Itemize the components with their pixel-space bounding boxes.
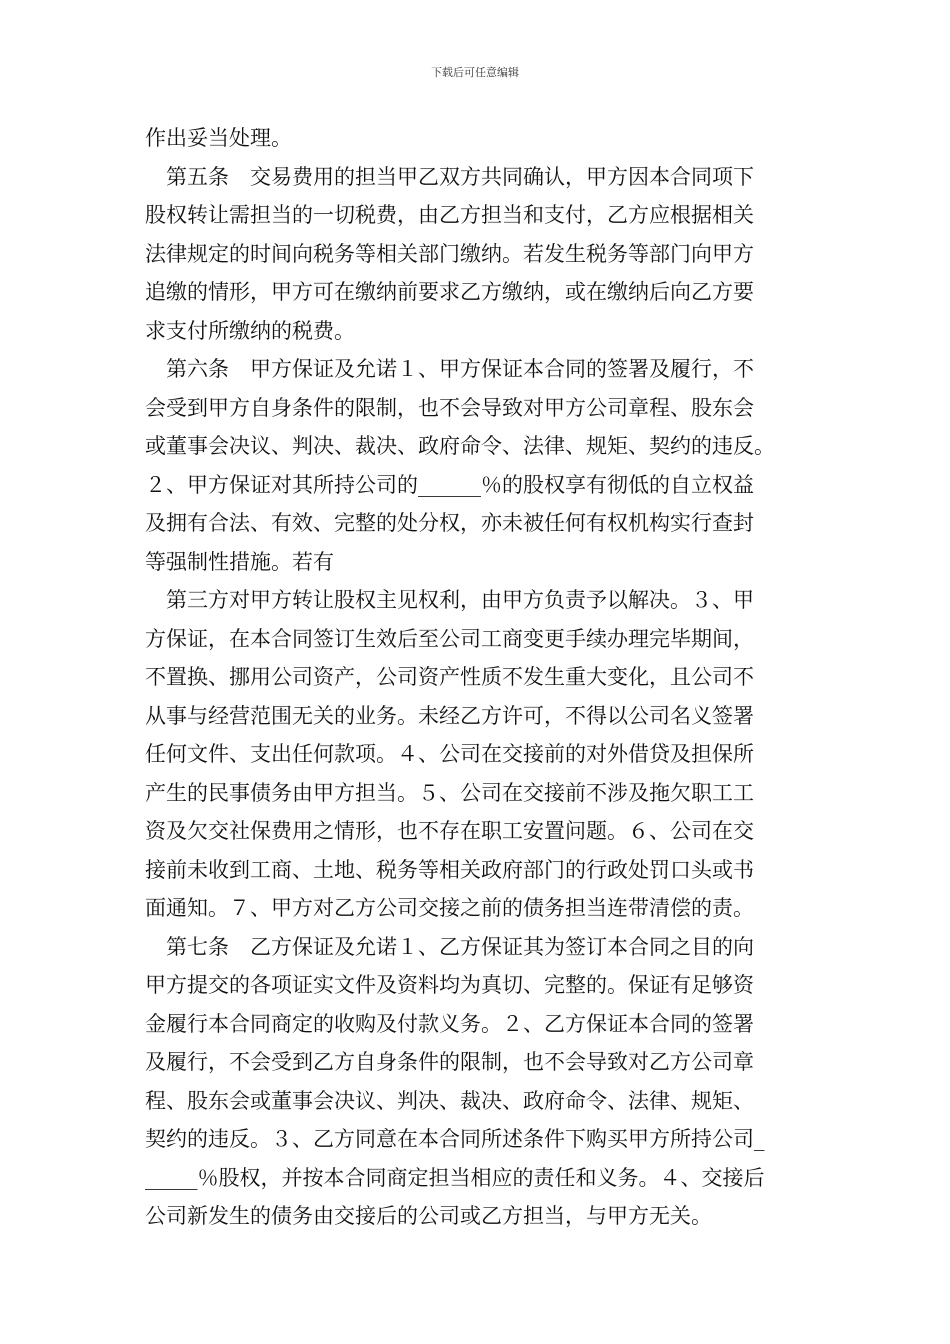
text-line: 从事与经营范围无关的业务。未经乙方许可，不得以公司名义签署 bbox=[145, 703, 754, 728]
text-line: 等强制性措施。若有 bbox=[145, 549, 334, 574]
text-line: 第三方对甲方转让股权主见权利，由甲方负责予以解决。３、甲 bbox=[166, 588, 754, 612]
text-line: 求支付所缴纳的税费。 bbox=[145, 318, 355, 343]
text-line: 股权转让需担当的一切税费，由乙方担当和支付，乙方应根据相关 bbox=[145, 203, 754, 227]
text-line: 第五条 交易费用的担当甲乙双方共同确认，甲方因本合同项下 bbox=[166, 164, 754, 189]
text-line: 法律规定的时间向税务等相关部门缴纳。若发生税务等部门向甲方 bbox=[145, 241, 754, 266]
text-line: 及拥有合法、有效、完整的处分权，亦未被任何有权机构实行查封 bbox=[145, 511, 754, 535]
text-line: 任何文件、支出任何款项。４、公司在交接前的对外借贷及担保所 bbox=[145, 742, 754, 766]
text-line: 方保证，在本合同签订生效后至公司工商变更手续办理完毕期间， bbox=[145, 626, 754, 651]
text-line: 及履行，不会受到乙方自身条件的限制，也不会导致对乙方公司章 bbox=[145, 1050, 754, 1074]
text-line: ２、甲方保证对其所持公司的______％的股权享有彻低的自立权益 bbox=[145, 472, 754, 497]
text-line: 第七条 乙方保证及允诺１、乙方保证其为签订本合同之目的向 bbox=[166, 934, 754, 959]
text-line: 作出妥当处理。 bbox=[145, 126, 292, 150]
text-line: 产生的民事债务由甲方担当。５、公司在交接前不涉及拖欠职工工 bbox=[145, 780, 754, 805]
text-line: 不置换、挪用公司资产，公司资产性质不发生重大变化，且公司不 bbox=[145, 665, 754, 689]
text-line: 接前未收到工商、土地、税务等相关政府部门的行政处罚口头或书 bbox=[145, 857, 754, 882]
page-header: 下载后可任意编辑 bbox=[431, 66, 519, 79]
document-body bbox=[145, 119, 845, 1236]
text-line: 程、股东会或董事会决议、判决、裁决、政府命令、法律、规矩、 bbox=[145, 1088, 754, 1113]
text-line: 会受到甲方自身条件的限制，也不会导致对甲方公司章程、股东会 bbox=[145, 395, 754, 420]
text-line: 资及欠交社保费用之情形，也不存在职工安置问题。６、公司在交 bbox=[145, 819, 754, 843]
text-line: _____％股权，并按本合同商定担当相应的责任和义务。４、交接后 bbox=[145, 1165, 765, 1190]
text-line: 追缴的情形，甲方可在缴纳前要求乙方缴纳，或在缴纳后向乙方要 bbox=[145, 280, 754, 304]
text-line: 金履行本合同商定的收购及付款义务。２、乙方保证本合同的签署 bbox=[145, 1011, 754, 1036]
text-line: 公司新发生的债务由交接后的公司或乙方担当，与甲方无关。 bbox=[145, 1204, 712, 1228]
text-line: 面通知。７、甲方对乙方公司交接之前的债务担当连带清偿的责。 bbox=[145, 896, 754, 920]
text-line: 契约的违反。３、乙方同意在本合同所述条件下购买甲方所持公司_ bbox=[145, 1127, 765, 1151]
text-line: 或董事会决议、判决、裁决、政府命令、法律、规矩、契约的违反。 bbox=[145, 434, 775, 458]
text-line: 第六条 甲方保证及允诺１、甲方保证本合同的签署及履行，不 bbox=[166, 357, 754, 381]
text-line: 甲方提交的各项证实文件及资料均为真切、完整的。保证有足够资 bbox=[145, 973, 754, 997]
